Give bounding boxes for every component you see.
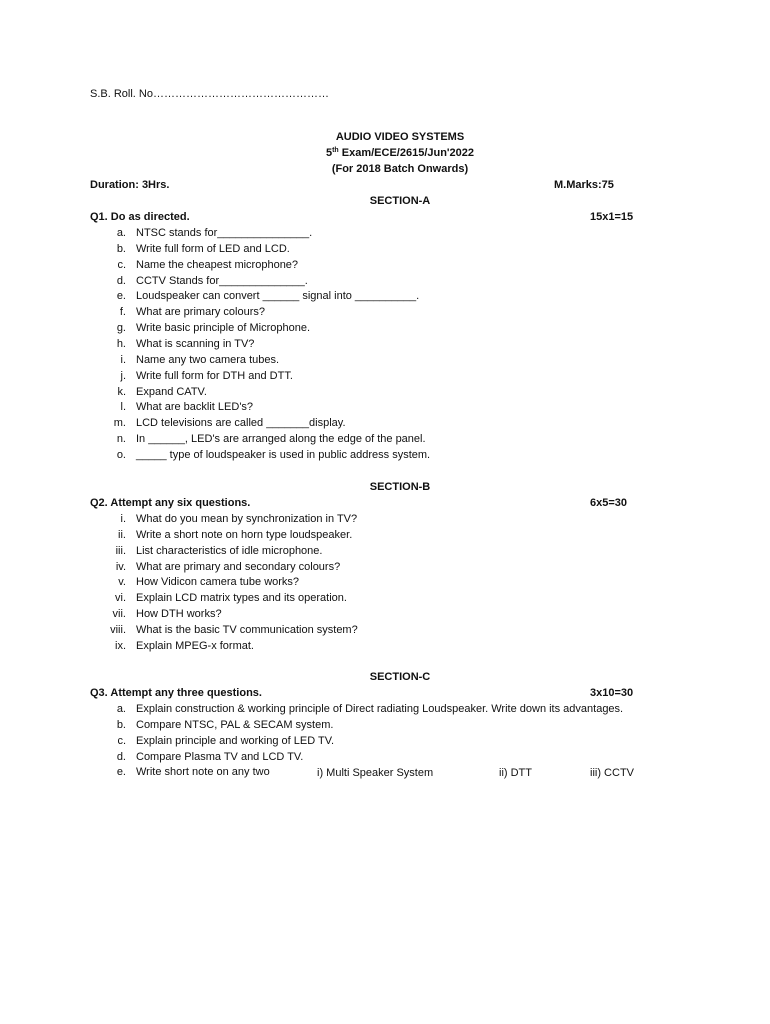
q1-item	[100, 243, 720, 259]
item-text: What is scanning in TV?	[136, 337, 255, 350]
option-1: i) Multi Speaker System	[317, 767, 434, 779]
q3-heading: Q3. Attempt any three questions.	[90, 687, 262, 699]
item-text: Explain MPEG-x format.	[136, 639, 254, 652]
item-text: Write short note on any two	[136, 766, 270, 779]
q1-item	[100, 386, 720, 402]
roll-number-line: S.B. Roll. No…………………………………………	[90, 88, 329, 100]
item-text: What do you mean by synchronization in TV?	[136, 513, 358, 525]
item-label: g.	[116, 322, 126, 335]
q1-item	[100, 275, 720, 291]
item-label: l.	[120, 401, 126, 414]
exam-number: 5	[325, 147, 333, 159]
item-label: m.	[113, 417, 126, 430]
q1-item	[100, 227, 720, 243]
item-text: List characteristics of idle microphone.	[136, 544, 323, 557]
section-c-heading: SECTION-C	[369, 671, 431, 683]
q3-item	[100, 719, 720, 735]
item-label: a.	[116, 227, 126, 239]
q1-item	[100, 370, 720, 386]
exam-code-text: Exam/ECE/2615/Jun'2022	[338, 147, 475, 159]
paper-title: AUDIO VIDEO SYSTEMS	[335, 131, 465, 143]
exam-superscript: th	[332, 147, 339, 154]
item-text: How Vidicon camera tube works?	[136, 576, 300, 589]
q3-item	[100, 735, 720, 751]
item-label: v.	[118, 576, 126, 589]
q1-item	[100, 401, 720, 417]
item-text: Expand CATV.	[136, 385, 207, 398]
item-label: n.	[116, 433, 126, 446]
item-label: iv.	[115, 560, 126, 573]
option-3: iii) CCTV	[590, 767, 634, 779]
item-label: a.	[116, 703, 126, 715]
q1-item	[100, 259, 720, 275]
item-text: How DTH works?	[136, 608, 222, 621]
item-text: What is the basic TV communication system?	[136, 623, 358, 636]
item-text: Write basic principle of Microphone.	[136, 322, 311, 335]
item-text: In ______, LED's are arranged along the edge of the panel.	[136, 433, 426, 446]
option-2: ii) DTT	[499, 767, 532, 779]
q2-item	[100, 624, 720, 640]
item-label: d.	[116, 274, 126, 287]
q2-item	[100, 592, 720, 608]
item-text: Compare NTSC, PAL & SECAM system.	[136, 718, 334, 731]
item-label: e.	[116, 290, 126, 303]
q1-item	[100, 306, 720, 322]
q2-item	[100, 513, 720, 529]
item-text: LCD televisions are called _______display.	[136, 417, 346, 430]
item-label: ix.	[115, 639, 126, 652]
q2-item	[100, 608, 720, 624]
item-text: CCTV Stands for______________.	[136, 274, 308, 287]
q1-item	[100, 354, 720, 370]
item-text: Write full form of LED and LCD.	[136, 242, 290, 255]
item-label: c.	[117, 258, 126, 271]
q2-item	[100, 545, 720, 561]
item-label: e.	[116, 766, 126, 779]
section-a-heading: SECTION-A	[369, 195, 431, 207]
duration: Duration: 3Hrs.	[90, 179, 170, 191]
item-text: _____ type of loudspeaker is used in public address system.	[136, 448, 431, 461]
q2-item	[100, 529, 720, 545]
item-text: Compare Plasma TV and LCD TV.	[136, 750, 304, 763]
q1-item	[100, 290, 720, 306]
q2-item	[100, 561, 720, 577]
item-label: iii.	[115, 544, 126, 557]
max-marks: M.Marks:75	[554, 179, 614, 191]
q2-heading: Q2. Attempt any six questions.	[90, 497, 251, 509]
item-text: Write a short note on horn type loudspeaker.	[136, 528, 353, 541]
q3-item	[100, 703, 720, 719]
item-label: viii.	[110, 623, 126, 636]
q2-item	[100, 640, 720, 656]
item-label: b.	[116, 242, 126, 255]
q1-item	[100, 322, 720, 338]
item-label: c.	[117, 734, 126, 747]
item-label: f.	[119, 306, 126, 319]
q2-item	[100, 576, 720, 592]
item-label: h.	[116, 337, 126, 350]
batch-note: (For 2018 Batch Onwards)	[331, 163, 469, 175]
item-text: Name the cheapest microphone?	[136, 258, 299, 271]
item-text: Name any two camera tubes.	[136, 353, 280, 366]
item-label: j.	[120, 369, 126, 382]
item-text: What are primary colours?	[136, 306, 265, 319]
item-text: What are backlit LED's?	[136, 401, 254, 414]
item-label: k.	[117, 385, 126, 398]
item-text: Loudspeaker can convert ______ signal into __________.	[136, 290, 420, 303]
item-label: b.	[116, 718, 126, 731]
q1-item	[100, 449, 720, 465]
q1-item	[100, 417, 720, 433]
q1-heading: Q1. Do as directed.	[90, 211, 190, 223]
section-b-heading: SECTION-B	[369, 481, 431, 493]
item-label: i.	[120, 513, 126, 525]
item-label: i.	[120, 353, 126, 366]
item-text: Explain LCD matrix types and its operation.	[136, 592, 347, 605]
exam-code	[0, 147, 770, 159]
q1-item	[100, 338, 720, 354]
item-label: vi.	[115, 592, 126, 605]
item-text: Explain construction & working principle of Direct radiating Loudspeaker. Write down its advantages.	[136, 703, 624, 715]
item-label: vii.	[112, 608, 126, 621]
item-label: o.	[116, 448, 126, 461]
item-label: d.	[116, 750, 126, 763]
q3-marks: 3x10=30	[590, 687, 634, 699]
item-label: ii.	[118, 528, 126, 541]
q1-marks: 15x1=15	[590, 211, 634, 223]
item-text: NTSC stands for_______________.	[136, 227, 313, 239]
q3-item	[100, 751, 720, 767]
q2-marks: 6x5=30	[590, 497, 628, 509]
item-text: Write full form for DTH and DTT.	[136, 369, 293, 382]
q1-item	[100, 433, 720, 449]
item-text: Explain principle and working of LED TV.	[136, 734, 335, 747]
item-text: What are primary and secondary colours?	[136, 560, 341, 573]
